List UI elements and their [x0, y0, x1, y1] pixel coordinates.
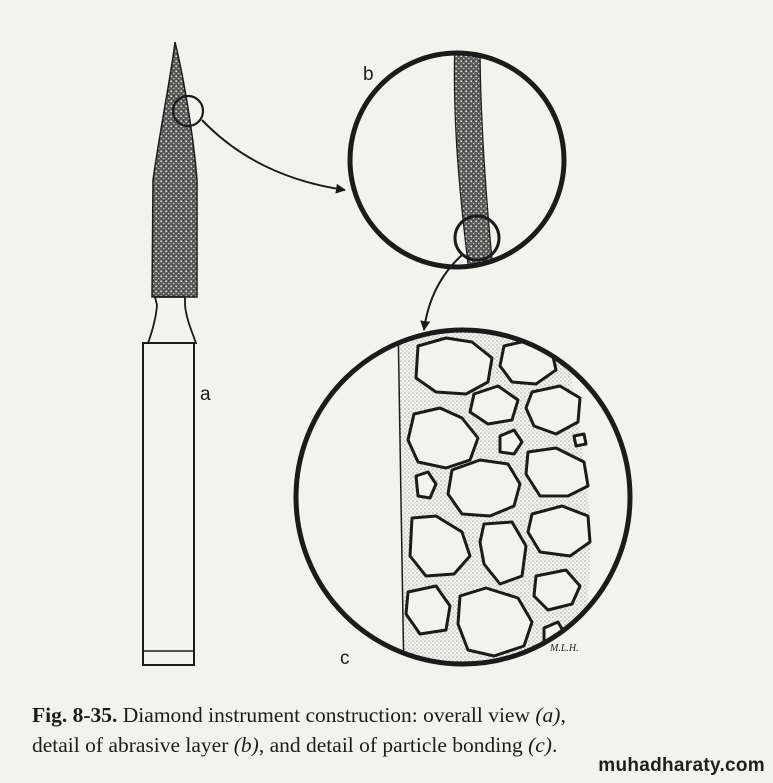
caption-text-2: detail of abrasive layer	[32, 733, 234, 757]
caption-ref-c: (c)	[528, 733, 552, 757]
abrasive-tip	[152, 42, 197, 297]
diamond-particle	[526, 386, 580, 434]
caption-text-3: , and detail of particle bonding	[258, 733, 529, 757]
label-b: b	[363, 64, 374, 85]
diamond-particle	[528, 506, 590, 556]
instrument-overall-view	[143, 42, 211, 665]
figure-number: Fig. 8-35.	[32, 703, 118, 727]
diamond-particle	[500, 340, 556, 384]
source-watermark: muhadharaty.com	[598, 755, 765, 776]
figure-caption	[32, 700, 752, 760]
caption-ref-a: (a)	[535, 703, 561, 727]
instrument-shank	[143, 343, 194, 665]
abrasive-layer-detail	[350, 40, 564, 280]
diamond-particle	[534, 570, 580, 610]
label-c: c	[340, 648, 350, 669]
caption-sep-1: ,	[560, 703, 566, 727]
caption-text-1: Diamond instrument construction: overall view	[117, 703, 536, 727]
caption-ref-b: (b)	[233, 733, 259, 757]
arrow-tip-to-b	[202, 120, 345, 190]
label-a: a	[200, 384, 211, 405]
diamond-particle	[574, 434, 586, 446]
diamond-particle	[448, 460, 520, 516]
instrument-neck	[148, 297, 196, 343]
artist-initials: M.L.H.	[550, 643, 579, 654]
particle-bonding-detail	[296, 320, 630, 680]
caption-end: .	[551, 733, 558, 757]
